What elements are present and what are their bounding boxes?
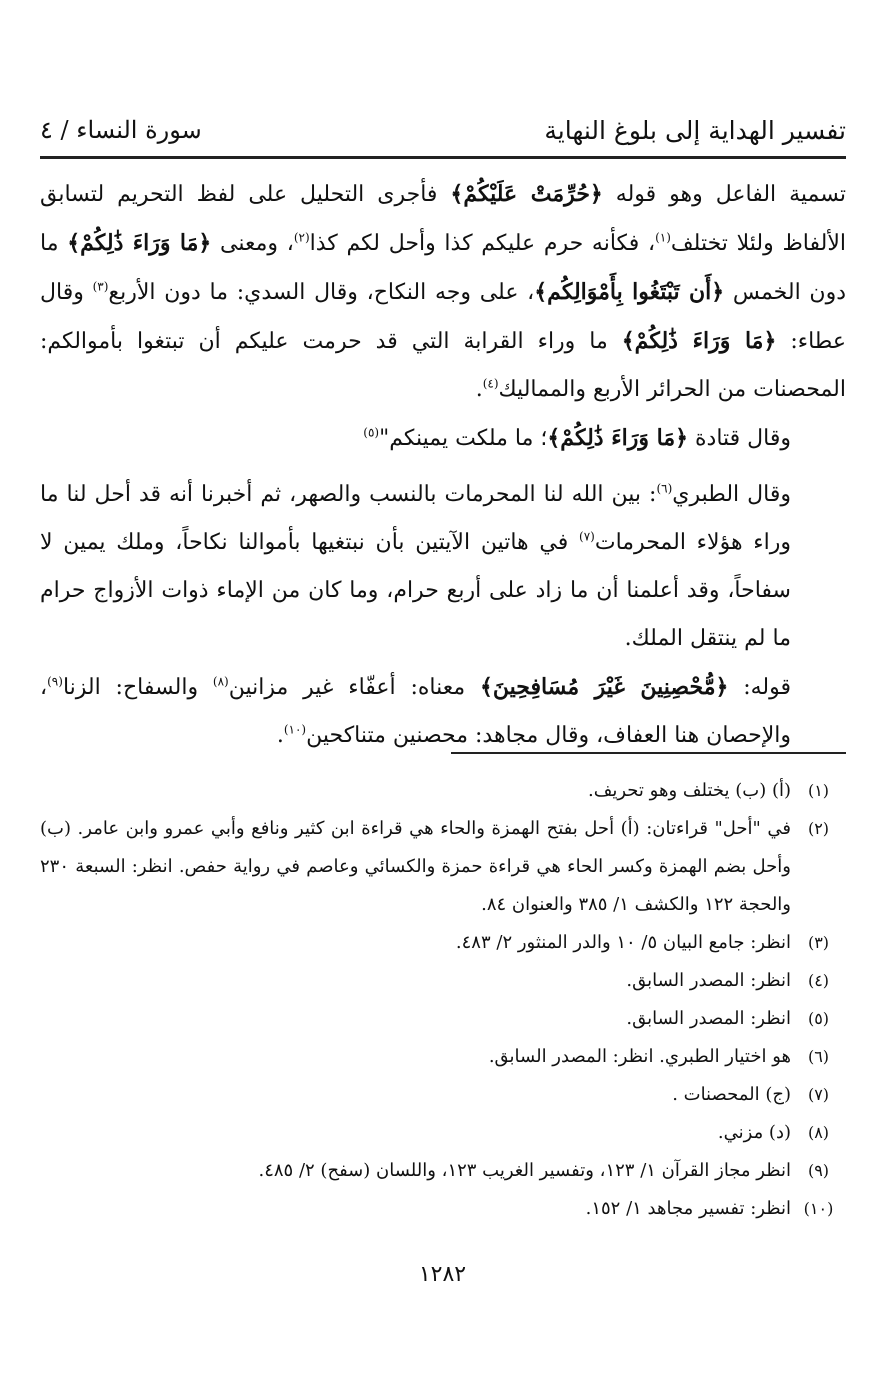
footnote-ref: (٤) [482,376,499,391]
book-title: تفسير الهداية إلى بلوغ النهاية [544,115,846,145]
footnote-number: (٤) [807,971,830,990]
paragraph [40,471,846,663]
footnote-text: انظر مجاز القرآن ١/ ١٢٣، وتفسير الغريب ١٢٣، واللسان (سفح) ٢/ ٤٨٥. [258,1160,791,1181]
text-run: ؛ ما ملكت يمينكم" [379,426,548,451]
text-run: قوله: [728,675,792,700]
text-run: . [276,723,284,748]
footnote-item [40,1038,846,1076]
text-run: ، على وجه النكاح، وقال السدي: ما دون الأربع [108,280,535,305]
footnote-text: انظر: المصدر السابق. [626,1008,791,1029]
quran-quote: ﴿حُرِّمَتْ عَلَيْكُمْ﴾ [450,181,603,207]
footnote-number: (٨) [807,1123,830,1142]
footnote-text: (أ) (ب) يختلف وهو تحريف. [588,780,791,801]
footnote-text: انظر: المصدر السابق. [626,970,791,991]
footnote-text: في "أحل" قراءتان: (أ) أحل بفتح الهمزة والحاء هي قراءة ابن كثير ونافع وأبي عمرو وابن عامر. (ب) وأحل بضم الهمزة وكسر الحاء هي قراءة حمزة والكسائي وعاصم في رواية حفص. انظر: السبعة ٢٣٠ والحجة ١٢٢ والكشف ١/ ٣٨٥ والعنوان ٨٤. [40,818,791,915]
quran-quote: ﴿مَا وَرَاءَ ذَٰلِكُمْ﴾ [621,328,777,354]
paragraph [40,170,846,414]
quran-quote: ﴿مَا وَرَاءَ ذَٰلِكُمْ﴾ [547,425,688,451]
footnote-item [40,924,846,962]
footnote-item [40,1190,846,1228]
footnote-item [40,772,846,810]
footnote-number: (٩) [807,1161,830,1180]
text-run: وقال قتادة [688,426,791,451]
quran-quote: ﴿أَن تَبْتَغُوا بِأَمْوَالِكُم﴾ [534,279,725,305]
footnote-text: (د) مزني. [717,1122,791,1143]
main-text [40,170,846,760]
text-run: . [475,377,483,402]
running-header [40,108,846,152]
footnotes [40,772,846,1228]
footnote-text: انظر: تفسير مجاهد ١/ ١٥٢. [585,1198,791,1219]
footnote-item [40,1152,846,1190]
footnote-number: (٣) [807,933,830,952]
text-run: تسمية الفاعل وهو قوله [602,182,847,207]
page-number: ١٢٨٢ [418,1262,467,1287]
text-run: وقال عطاء: [40,280,846,354]
text-run: ، ومعنى [211,231,294,256]
footnote-number: (٧) [807,1085,830,1104]
footnote-item [40,962,846,1000]
text-run: في هاتين الآيتين بأن نبتغيها بأموالنا نكاحاً، وملك يمين لا سفاحاً، وقد أعلمنا أن ما زاد على أربع حرام، وما كان من الإماء ذوات الأزواج حرام ما لم ينتقل الملك. [40,530,791,651]
footnote-ref: (٨) [212,674,229,689]
text-run: ما دون الخمس [40,231,846,305]
footnote-ref: (١٠) [283,722,307,737]
footnote-number: (٢) [807,819,830,838]
footnote-ref: (٥) [363,425,380,440]
footnote-number: (١) [807,781,830,800]
footnote-number: (٥) [807,1009,830,1028]
footnote-item [40,1076,846,1114]
footnote-number: (١٠) [803,1199,834,1218]
paragraph [40,414,846,463]
footnote-ref: (٢) [293,230,310,245]
text-run: وقال الطبري [672,482,791,507]
text-run: ما وراء القرابة التي قد حرمت عليكم أن تبتغوا بأموالكم: المحصنات من الحرائر الأربع والمماليك [40,329,846,402]
text-run: معناه: أعفّاء غير مزانين [228,675,480,700]
footnote-ref: (٦) [656,481,673,496]
footnote-text: انظر: جامع البيان ٥/ ١٠ والدر المنثور ٢/ ٤٨٣. [455,932,791,953]
footnote-item [40,810,846,924]
footnote-ref: (٧) [579,529,595,544]
text-run: والسفاح: الزنا [62,675,213,700]
header-divider [40,156,846,159]
text-run: فأجرى التحليل على لفظ التحريم لتسابق الألفاظ ولئلا تختلف [40,182,846,256]
surah-label: سورة النساء / ٤ [40,116,202,144]
text-run: ، فكأنه حرم عليكم كذا وأحل لكم كذا [309,231,656,256]
footnote-ref: (٣) [92,279,109,294]
quran-quote: ﴿مَا وَرَاءَ ذَٰلِكُمْ﴾ [67,230,212,256]
paragraph [40,663,846,760]
footnote-number: (٦) [807,1047,830,1066]
text-run: ، والإحصان هنا العفاف، وقال مجاهد: محصنين متناكحين [40,675,791,748]
footnote-item [40,1114,846,1152]
footnote-ref: (١) [655,230,671,245]
text-run: : بين الله لنا المحرمات بالنسب والصهر، ثم أخبرنا أنه قد أحل لنا ما وراء هؤلاء المحرمات [40,482,792,555]
footnote-text: (ج) المحصنات . [672,1084,791,1105]
footnote-divider [451,752,846,754]
footnote-text: هو اختيار الطبري. انظر: المصدر السابق. [488,1046,791,1067]
footnote-ref: (٩) [47,674,63,689]
footnote-item [40,1000,846,1038]
quran-quote: ﴿مُّحْصِنِينَ غَيْرَ مُسَافِحِينَ﴾ [480,674,729,700]
